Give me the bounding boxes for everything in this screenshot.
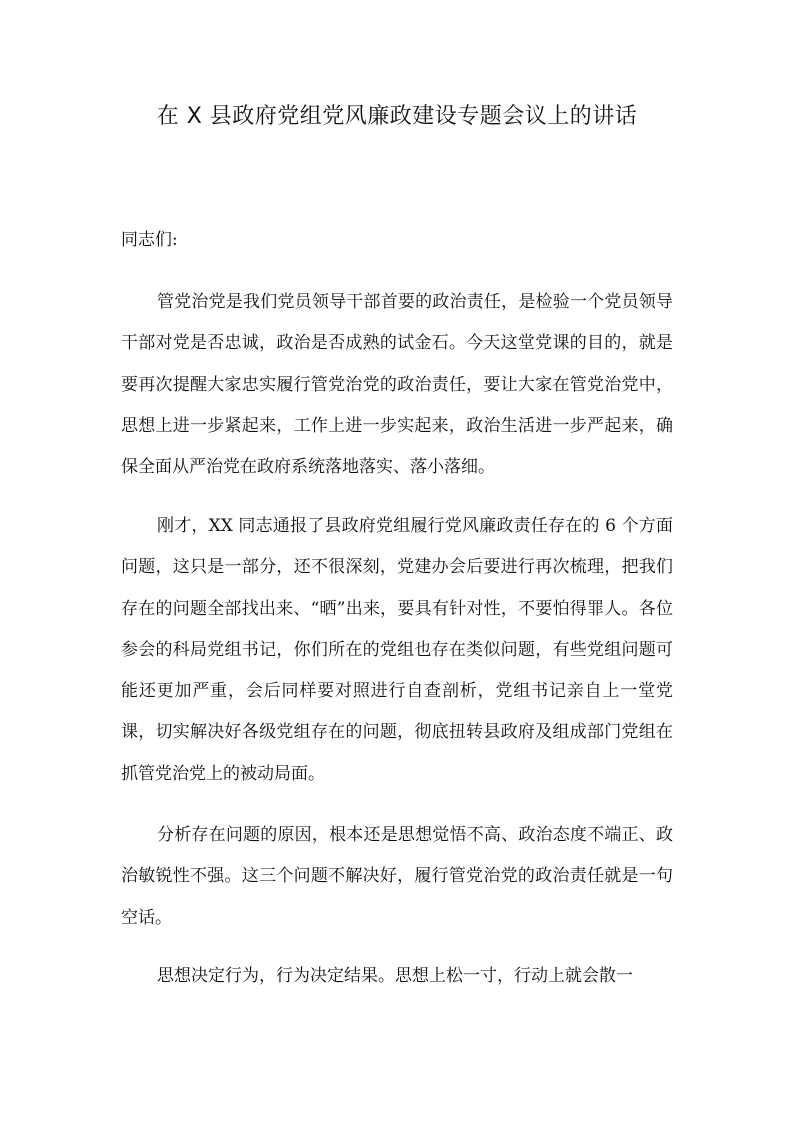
paragraph-3: 分析存在问题的原因，根本还是思想觉悟不高、政治态度不端正、政治敏锐性不强。这三个问题不解决好，履行管党治党的政治责任就是一句空话。	[121, 825, 673, 928]
salutation: 同志们:	[121, 230, 178, 250]
paragraph-1: 管党治党是我们党员领导干部首要的政治责任，是检验一个党员领导干部对党是否忠诚，政治是否成熟的试金石。今天这堂党课的目的，就是要再次提醒大家忠实履行管党治党的政治责任，要让大家在管党治党中，思想上进一步紧起来，工作上进一步实起来，政治生活进一步严起来，确保全面从严治党在政府系统落地落实、落小落细。	[121, 292, 673, 478]
paragraph-2: 刚才，XX 同志通报了县政府党组履行党风廉政责任存在的 6 个方面问题，这只是一部分，还不很深刻，党建办会后要进行再次梳理，把我们存在的问题全部找出来、“晒”出来，要具有针对性，不要怕得罪人。各位参会的科局党组书记，你们所在的党组也存在类似问题，有些党组问题可能还更加严重，会后同样要对照进行自查剖析，党组书记亲自上一堂党课，切实解决好各级党组存在的问题，彻底扭转县政府及组成部门党组在抓管党治党上的被动局面。	[121, 516, 673, 784]
paragraph-4: 思想决定行为，行为决定结果。思想上松一寸，行动上就会散一	[157, 966, 633, 986]
document-title: 在 X 县政府党组党风廉政建设专题会议上的讲话	[156, 104, 638, 129]
